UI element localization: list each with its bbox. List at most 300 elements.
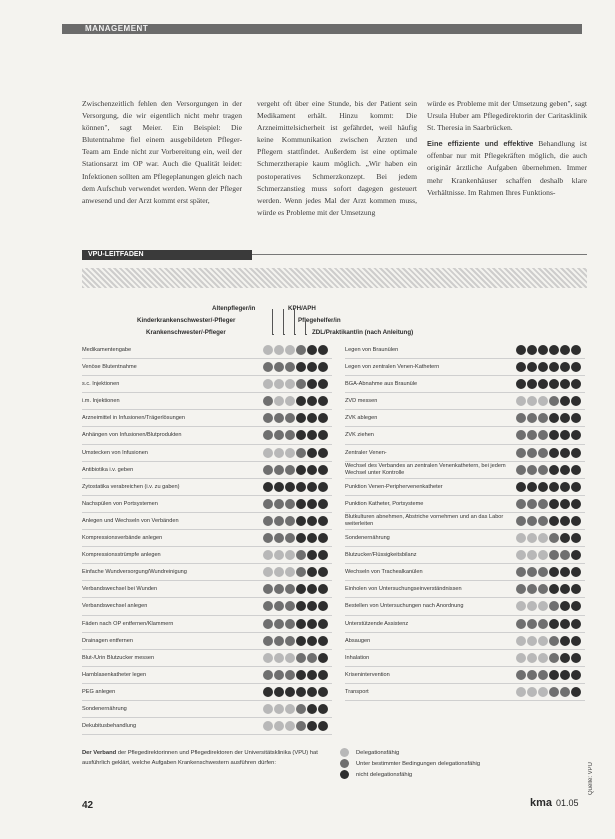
rating-dot bbox=[307, 584, 317, 594]
task-label: Verbandswechsel bei Wunden bbox=[82, 586, 158, 593]
rating-dot bbox=[318, 567, 328, 577]
rating-dot bbox=[527, 499, 537, 509]
bracket-line bbox=[294, 309, 296, 335]
task-row bbox=[82, 393, 332, 410]
rating-dot bbox=[516, 619, 526, 629]
task-table-right bbox=[345, 342, 585, 701]
task-row bbox=[82, 530, 332, 547]
rating-dot bbox=[560, 653, 570, 663]
rating-dot bbox=[560, 567, 570, 577]
brand-name: kma bbox=[530, 797, 553, 809]
rating-dot bbox=[307, 636, 317, 646]
article-column-1 bbox=[82, 98, 242, 211]
task-row bbox=[82, 427, 332, 444]
task-label: Kompressionsverbände anlegen bbox=[82, 535, 163, 542]
task-rating-dots bbox=[516, 413, 581, 423]
task-rating-dots bbox=[516, 670, 581, 680]
rating-dot bbox=[549, 567, 559, 577]
task-rating-dots bbox=[516, 465, 581, 475]
rating-dot bbox=[285, 670, 295, 680]
rating-dot bbox=[527, 619, 537, 629]
task-rating-dots bbox=[263, 721, 328, 731]
rating-dot bbox=[516, 345, 526, 355]
task-label: Einfache Wundversorgung/Wundreinigung bbox=[82, 569, 187, 576]
rating-dot bbox=[516, 636, 526, 646]
rating-dot bbox=[296, 550, 306, 560]
rating-dot bbox=[549, 430, 559, 440]
rating-dot bbox=[571, 533, 581, 543]
rating-dot bbox=[263, 584, 273, 594]
rating-dot bbox=[549, 619, 559, 629]
task-label: Sondenernährung bbox=[82, 705, 127, 712]
rating-dot bbox=[274, 721, 284, 731]
rating-dot bbox=[527, 362, 537, 372]
bracket-line bbox=[283, 309, 285, 335]
rating-dot bbox=[274, 448, 284, 458]
rating-dot bbox=[318, 516, 328, 526]
rating-dot bbox=[571, 482, 581, 492]
rating-dot bbox=[263, 482, 273, 492]
rating-dot bbox=[307, 448, 317, 458]
task-rating-dots bbox=[516, 448, 581, 458]
rating-dot bbox=[516, 567, 526, 577]
rating-dot bbox=[307, 396, 317, 406]
task-table-left bbox=[82, 342, 332, 735]
rating-dot bbox=[538, 516, 548, 526]
rating-dot bbox=[274, 704, 284, 714]
rating-dot bbox=[560, 636, 570, 646]
rating-dot bbox=[516, 413, 526, 423]
rating-dot bbox=[560, 619, 570, 629]
rating-dot bbox=[549, 379, 559, 389]
rating-dot bbox=[560, 379, 570, 389]
rating-dot bbox=[560, 516, 570, 526]
rating-dot bbox=[274, 687, 284, 697]
rating-dot bbox=[285, 482, 295, 492]
rating-dot bbox=[318, 619, 328, 629]
role-label: Kinderkrankenschwester/-Pfleger bbox=[137, 317, 236, 324]
rating-dot bbox=[549, 584, 559, 594]
rating-dot bbox=[516, 584, 526, 594]
task-rating-dots bbox=[516, 516, 581, 526]
rating-dot bbox=[571, 636, 581, 646]
rating-dot bbox=[549, 636, 559, 646]
task-row bbox=[345, 547, 585, 564]
rating-dot bbox=[571, 567, 581, 577]
task-row bbox=[82, 342, 332, 359]
task-row bbox=[345, 479, 585, 496]
task-rating-dots bbox=[516, 584, 581, 594]
rating-dot bbox=[538, 396, 548, 406]
rating-dot bbox=[285, 567, 295, 577]
task-label: Arzneimittel in Infusionen/Trägerlösungen bbox=[82, 415, 186, 422]
task-label: ZVD messen bbox=[345, 398, 378, 405]
rating-dot bbox=[274, 430, 284, 440]
rating-dot bbox=[571, 687, 581, 697]
task-rating-dots bbox=[516, 687, 581, 697]
rating-dot bbox=[560, 482, 570, 492]
rating-dot bbox=[538, 448, 548, 458]
rating-dot bbox=[538, 653, 548, 663]
task-row bbox=[82, 701, 332, 718]
task-row bbox=[82, 359, 332, 376]
task-label: Blutkulturen abnehmen, Abstriche vornehmen und an das Labor weiterleiten bbox=[345, 513, 504, 527]
task-rating-dots bbox=[516, 345, 581, 355]
article-paragraph: vergeht oft über eine Stunde, bis der Patient sein Medikament erhält. Hinzu kommt: Die Arzneimittelsicherheit ist gefährdet, weil häufig keine Kommunikation zwischen Ärzten und Pflegern stattfindet. Außerdem ist eine optimale Schmerztherapie kaum möglich. „Wir haben ein postoperatives Schmerzkonzept. Bei jedem Schmerzanstieg muss sofort dagegen gesteuert werden. Wenn jedes Mal der Arzt kommen muss, würde es Probleme mit der Umsetzung bbox=[257, 99, 417, 217]
rating-dot bbox=[538, 362, 548, 372]
rating-dot bbox=[560, 448, 570, 458]
task-row bbox=[345, 513, 585, 530]
rating-dot bbox=[263, 670, 273, 680]
task-label: Blutzucker/Flüssigkeitsbilanz bbox=[345, 552, 417, 559]
rating-dot bbox=[285, 379, 295, 389]
task-label: PEG anlegen bbox=[82, 688, 116, 695]
rating-dot bbox=[307, 619, 317, 629]
rating-dot bbox=[307, 550, 317, 560]
rating-dot bbox=[285, 413, 295, 423]
rating-dot bbox=[296, 687, 306, 697]
rating-dot bbox=[285, 396, 295, 406]
task-row bbox=[345, 684, 585, 701]
rating-dot bbox=[516, 499, 526, 509]
rating-dot bbox=[527, 516, 537, 526]
task-label: ZVK ablegen bbox=[345, 415, 378, 422]
task-row bbox=[345, 633, 585, 650]
task-row bbox=[82, 598, 332, 615]
rating-dot bbox=[263, 704, 273, 714]
task-row bbox=[345, 616, 585, 633]
legend-item bbox=[340, 758, 480, 769]
task-rating-dots bbox=[263, 396, 328, 406]
rating-dot bbox=[527, 413, 537, 423]
task-row bbox=[345, 445, 585, 462]
rating-dot bbox=[285, 636, 295, 646]
rating-dot bbox=[560, 550, 570, 560]
rating-dot bbox=[285, 465, 295, 475]
task-rating-dots bbox=[263, 567, 328, 577]
task-label: Legen von zentralen Venen-Kathetern bbox=[345, 364, 440, 371]
task-label: Transport bbox=[345, 688, 369, 695]
task-row bbox=[345, 581, 585, 598]
rating-dot bbox=[538, 670, 548, 680]
rating-dot bbox=[285, 704, 295, 714]
rating-dot bbox=[527, 567, 537, 577]
task-label: Anlegen und Wechseln von Verbänden bbox=[82, 517, 179, 524]
rating-dot bbox=[318, 448, 328, 458]
task-rating-dots bbox=[263, 516, 328, 526]
rating-dot bbox=[516, 482, 526, 492]
rating-dot bbox=[560, 584, 570, 594]
rating-dot bbox=[274, 345, 284, 355]
task-rating-dots bbox=[263, 430, 328, 440]
task-label: Umstecken von Infusionen bbox=[82, 449, 148, 456]
rating-dot bbox=[549, 396, 559, 406]
task-label: Absaugen bbox=[345, 637, 371, 644]
rating-dot bbox=[538, 550, 548, 560]
task-rating-dots bbox=[263, 601, 328, 611]
article-column-3 bbox=[427, 98, 587, 203]
rating-dot bbox=[307, 465, 317, 475]
task-row bbox=[345, 359, 585, 376]
task-label: Sondenernährung bbox=[345, 535, 390, 542]
task-row bbox=[82, 650, 332, 667]
rating-dot bbox=[274, 567, 284, 577]
task-rating-dots bbox=[516, 636, 581, 646]
rating-dot bbox=[516, 601, 526, 611]
task-row bbox=[82, 667, 332, 684]
task-label: Krisenintervention bbox=[345, 671, 390, 678]
rating-dot bbox=[274, 533, 284, 543]
rating-dot bbox=[318, 670, 328, 680]
rating-dot bbox=[307, 430, 317, 440]
rating-dot bbox=[538, 601, 548, 611]
rating-dot bbox=[571, 601, 581, 611]
task-label: BGA-Abnahme aus Braunüle bbox=[345, 381, 418, 388]
task-row bbox=[82, 616, 332, 633]
rating-dot bbox=[318, 413, 328, 423]
rating-dot bbox=[263, 567, 273, 577]
task-label: Punktion Katheter, Portsysteme bbox=[345, 500, 424, 507]
rating-dot bbox=[296, 379, 306, 389]
rating-dot bbox=[571, 619, 581, 629]
rating-dot bbox=[571, 345, 581, 355]
rating-dot bbox=[516, 687, 526, 697]
task-rating-dots bbox=[516, 619, 581, 629]
task-label: Bestellen von Untersuchungen nach Anordnung bbox=[345, 603, 464, 610]
rating-dot bbox=[516, 396, 526, 406]
footnote-bold: Der Verband bbox=[82, 750, 117, 756]
rating-dot bbox=[549, 345, 559, 355]
task-row bbox=[82, 513, 332, 530]
rating-dot bbox=[296, 704, 306, 714]
rating-dot bbox=[318, 362, 328, 372]
rating-dot bbox=[527, 465, 537, 475]
rating-dot bbox=[527, 653, 537, 663]
task-row bbox=[82, 410, 332, 427]
rating-dot bbox=[527, 482, 537, 492]
rating-dot bbox=[538, 482, 548, 492]
rating-dot bbox=[549, 653, 559, 663]
task-row bbox=[82, 718, 332, 735]
rating-dot bbox=[274, 465, 284, 475]
rating-dot bbox=[274, 619, 284, 629]
task-row bbox=[345, 598, 585, 615]
rating-dot bbox=[263, 396, 273, 406]
task-rating-dots bbox=[516, 396, 581, 406]
rating-dot bbox=[571, 584, 581, 594]
task-rating-dots bbox=[263, 653, 328, 663]
legend-label: nicht delegationsfähig bbox=[356, 771, 413, 778]
task-row bbox=[82, 462, 332, 479]
task-rating-dots bbox=[263, 550, 328, 560]
task-rating-dots bbox=[263, 465, 328, 475]
task-label: Zytostatika verabreichen (i.v. zu gaben) bbox=[82, 483, 180, 490]
rating-dot bbox=[296, 516, 306, 526]
rating-dot bbox=[307, 482, 317, 492]
article-paragraph: Zwischenzeitlich fehlen den Versorgungen in der Versorgung, die wir eigentlich nicht mehr tragen können", sagt Meier. Ein Beispiel: Die Blutentnahme fiel einem ausgebildeten Pfleger-Team am Ende nicht zur Vorbereitung ein, weil der Stationsarzt im OP war. Auch die Qualität leidet: Infektionen sollten am Pflegeplanungen gleich nach dem Aufschub verwendet werden. Wenn der Pfleger anwesend und der Arzt kommt erst später, bbox=[82, 99, 242, 205]
rating-dot bbox=[549, 413, 559, 423]
rating-dot bbox=[318, 499, 328, 509]
rating-dot bbox=[318, 584, 328, 594]
rating-dot bbox=[549, 465, 559, 475]
subheading: Eine effiziente und effektive bbox=[427, 139, 534, 149]
rating-dot bbox=[296, 567, 306, 577]
task-label: Inhalation bbox=[345, 654, 370, 661]
task-rating-dots bbox=[263, 687, 328, 697]
rating-dot bbox=[538, 567, 548, 577]
task-label: Zentraler Venen- bbox=[345, 449, 387, 456]
rating-dot bbox=[318, 396, 328, 406]
rating-dot bbox=[527, 687, 537, 697]
task-rating-dots bbox=[516, 533, 581, 543]
task-label: Unterstützende Assistenz bbox=[345, 620, 409, 627]
rating-dot bbox=[296, 601, 306, 611]
rating-dot bbox=[318, 704, 328, 714]
task-label: i.m. Injektionen bbox=[82, 398, 120, 405]
rating-dot bbox=[549, 499, 559, 509]
rating-dot bbox=[527, 345, 537, 355]
task-rating-dots bbox=[516, 482, 581, 492]
rating-dot bbox=[318, 601, 328, 611]
task-rating-dots bbox=[516, 379, 581, 389]
rating-dot bbox=[527, 430, 537, 440]
rating-dot bbox=[538, 465, 548, 475]
role-label: ZDL/Praktikant/in (nach Anleitung) bbox=[312, 329, 414, 336]
rating-dot bbox=[307, 721, 317, 731]
task-rating-dots bbox=[263, 482, 328, 492]
rating-dot bbox=[274, 482, 284, 492]
bracket-line bbox=[272, 309, 274, 335]
rating-dot bbox=[549, 482, 559, 492]
rating-dot bbox=[538, 345, 548, 355]
rating-dot bbox=[560, 601, 570, 611]
rating-dot bbox=[318, 533, 328, 543]
task-row bbox=[345, 376, 585, 393]
task-rating-dots bbox=[263, 499, 328, 509]
rating-dot bbox=[307, 345, 317, 355]
rating-dot bbox=[296, 619, 306, 629]
rating-dot bbox=[527, 379, 537, 389]
rating-dot bbox=[538, 584, 548, 594]
rating-dot bbox=[296, 465, 306, 475]
rating-dot bbox=[296, 482, 306, 492]
rating-dot bbox=[285, 362, 295, 372]
rating-dot bbox=[560, 687, 570, 697]
role-label: Pflegehelfer/in bbox=[298, 317, 341, 324]
task-label: Nachspülen von Portsystemen bbox=[82, 500, 158, 507]
rating-dot bbox=[263, 448, 273, 458]
task-label: Legen von Braunülen bbox=[345, 347, 399, 353]
rating-dot bbox=[285, 601, 295, 611]
task-row bbox=[82, 581, 332, 598]
task-row bbox=[345, 393, 585, 410]
task-rating-dots bbox=[263, 619, 328, 629]
rating-dot bbox=[318, 687, 328, 697]
rating-dot bbox=[285, 687, 295, 697]
rating-dot bbox=[527, 396, 537, 406]
rating-dot bbox=[274, 653, 284, 663]
rating-dot bbox=[307, 413, 317, 423]
legend-label: Delegationsfähig bbox=[356, 749, 400, 756]
task-label: Kompressionsstrümpfe anlegen bbox=[82, 552, 161, 559]
rating-dot bbox=[274, 379, 284, 389]
rating-dot bbox=[560, 670, 570, 680]
rating-dot bbox=[263, 345, 273, 355]
rating-dot bbox=[560, 465, 570, 475]
rating-dot bbox=[538, 687, 548, 697]
legend-item bbox=[340, 747, 480, 758]
task-row bbox=[345, 462, 585, 479]
rating-dot bbox=[263, 550, 273, 560]
task-row bbox=[82, 479, 332, 496]
rating-dot bbox=[263, 601, 273, 611]
rating-dot bbox=[549, 516, 559, 526]
footnote-text: der Pflegedirektorinnen und Pflegedirektoren der Universitätsklinika (VPU) hat ausführlich geklärt, welche Aufgaben Krankenschwestern ausführen dürfen: bbox=[82, 750, 318, 766]
rating-dot bbox=[538, 430, 548, 440]
task-label: ZVK ziehen bbox=[345, 432, 374, 439]
rating-dot bbox=[549, 362, 559, 372]
rating-dot bbox=[285, 448, 295, 458]
rating-dot bbox=[263, 533, 273, 543]
task-rating-dots bbox=[263, 448, 328, 458]
task-rating-dots bbox=[263, 533, 328, 543]
rating-dot bbox=[307, 379, 317, 389]
rating-dot bbox=[296, 653, 306, 663]
rating-dot bbox=[560, 345, 570, 355]
task-row bbox=[82, 445, 332, 462]
rating-dot bbox=[318, 465, 328, 475]
rating-dot bbox=[263, 687, 273, 697]
rating-dot bbox=[516, 430, 526, 440]
rating-dot bbox=[274, 670, 284, 680]
rating-dot bbox=[571, 499, 581, 509]
article-text: Behandlung ist offenbar nur mit Pflegekräften möglich, die auch originär ärztliche Aufgaben übernehmen. Immer mehr Krankenhäuser schaffen deshalb klare Verhältnisse. Im Rahmen Ihres Funktions- bbox=[427, 139, 587, 197]
rating-dot bbox=[527, 550, 537, 560]
rating-dot bbox=[318, 430, 328, 440]
rating-dot bbox=[296, 670, 306, 680]
rating-dot bbox=[307, 601, 317, 611]
rating-dot bbox=[527, 533, 537, 543]
rating-dot bbox=[516, 465, 526, 475]
rating-dot bbox=[571, 379, 581, 389]
rating-dot bbox=[285, 584, 295, 594]
decorative-band bbox=[82, 268, 587, 288]
task-rating-dots bbox=[516, 430, 581, 440]
rating-dot bbox=[318, 721, 328, 731]
rating-dot bbox=[549, 670, 559, 680]
rating-dot bbox=[274, 584, 284, 594]
rating-dot bbox=[285, 533, 295, 543]
legend-label: Unter bestimmter Bedingungen delegationsfähig bbox=[356, 760, 481, 767]
rating-dot bbox=[274, 413, 284, 423]
rating-dot bbox=[527, 670, 537, 680]
rating-dot bbox=[285, 499, 295, 509]
rating-dot bbox=[263, 465, 273, 475]
rating-dot bbox=[263, 619, 273, 629]
task-rating-dots bbox=[263, 670, 328, 680]
role-label: KPH/APH bbox=[288, 305, 316, 312]
brand-mark bbox=[530, 797, 579, 809]
task-row bbox=[82, 564, 332, 581]
task-label: Punktion Venen-Periphervenenkatheter bbox=[345, 483, 443, 490]
role-label: Krankenschwester/-Pfleger bbox=[146, 329, 226, 336]
task-row bbox=[82, 496, 332, 513]
rating-dot bbox=[571, 413, 581, 423]
rating-dot bbox=[549, 601, 559, 611]
rating-dot bbox=[516, 653, 526, 663]
bracket-line bbox=[305, 321, 307, 335]
rating-dot bbox=[307, 516, 317, 526]
